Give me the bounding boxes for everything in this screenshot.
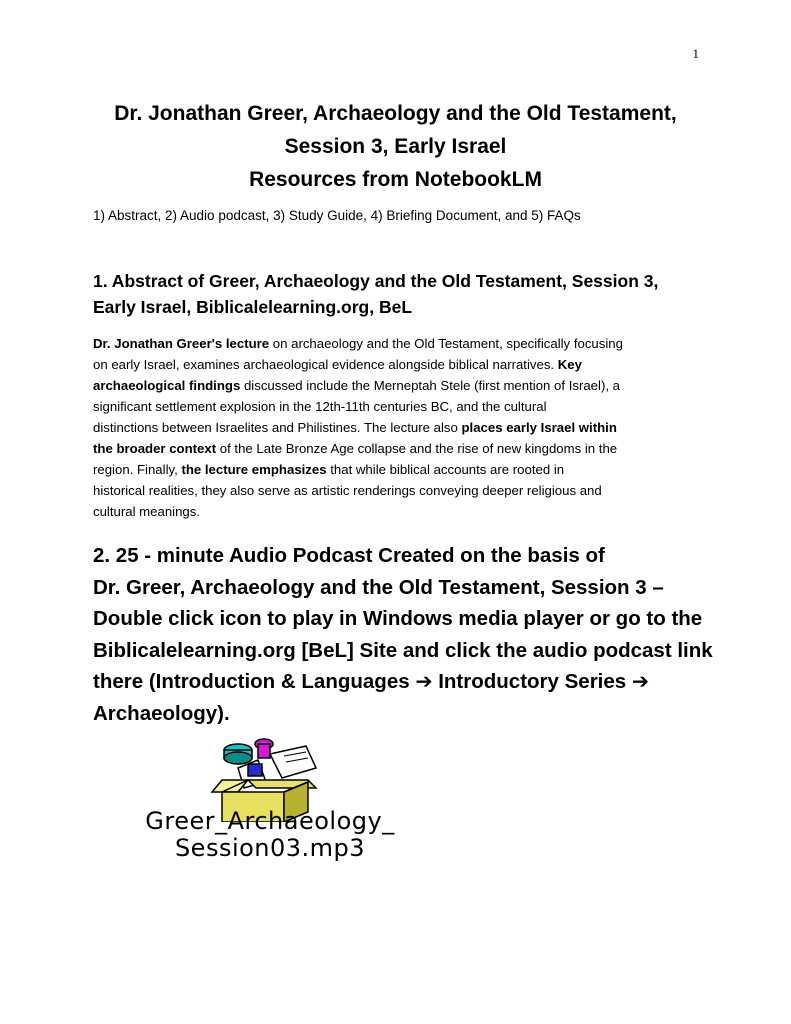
abstract-line	[93, 459, 703, 480]
podcast-heading-line-5	[93, 666, 713, 698]
podcast-heading-line-2: Dr. Greer, Archaeology and the Old Testament, Session 3 –	[93, 575, 664, 599]
text-run: there (Introduction & Languages	[93, 670, 416, 693]
abstract-line	[93, 438, 703, 459]
text-run: Introductory Series	[432, 670, 632, 693]
file-name-line-2: Session03.mp3	[174, 834, 366, 862]
abstract-line	[93, 396, 703, 417]
title-line-3: Resources from NotebookLM	[249, 168, 542, 191]
resources-list: 1) Abstract, 2) Audio podcast, 3) Study Guide, 4) Briefing Document, and 5) FAQs	[93, 208, 581, 223]
file-name-line-1: Greer_Archaeology_	[145, 807, 395, 835]
abstract-paragraph	[93, 333, 703, 522]
arrow-right-icon: ➔	[415, 669, 433, 693]
bold-phrase: archaeological findings	[93, 378, 241, 393]
text-run: significant settlement explosion in the 12th-11th centuries BC, and the cultural	[93, 399, 547, 414]
arrow-right-icon: ➔	[631, 669, 650, 693]
text-run: on early Israel, examines archaeological evidence alongside biblical narratives.	[93, 357, 558, 372]
abstract-line	[93, 501, 703, 522]
abstract-line	[93, 417, 703, 438]
abstract-heading-line-1: 1. Abstract of Greer, Archaeology and the Old Testament, Session 3,	[93, 271, 659, 291]
abstract-line	[93, 354, 703, 375]
abstract-heading-line-2: Early Israel, Biblicalelearning.org, BeL	[93, 297, 413, 317]
bold-phrase: Key	[557, 357, 582, 372]
abstract-line	[93, 333, 703, 354]
abstract-heading	[93, 268, 703, 320]
text-run: cultural meanings.	[93, 504, 201, 519]
audio-file-label[interactable]	[60, 808, 480, 862]
title-line-2: Session 3, Early Israel	[284, 135, 507, 158]
document-title	[60, 97, 731, 196]
bold-phrase: places early Israel within	[461, 420, 617, 435]
podcast-heading-line-1: 2. 25 - minute Audio Podcast Created on the basis of	[93, 544, 605, 567]
abstract-line	[93, 375, 703, 396]
text-run: on archaeology and the Old Testament, specifically focusing	[269, 336, 623, 351]
page-number: 1	[692, 46, 699, 61]
text-run: region. Finally,	[93, 462, 182, 477]
podcast-heading	[93, 540, 713, 729]
abstract-line	[93, 480, 703, 501]
text-run: discussed include the Merneptah Stele (first mention of Israel), a	[240, 378, 620, 393]
bold-phrase: the broader context	[93, 441, 217, 456]
podcast-heading-line-4: Biblicalelearning.org [BeL] Site and click the audio podcast link	[93, 638, 713, 662]
text-run: of the Late Bronze Age collapse and the rise of new kingdoms in the	[216, 441, 618, 456]
text-run: historical realities, they also serve as artistic renderings conveying deeper religious and	[93, 483, 602, 498]
podcast-heading-line-6: Archaeology).	[93, 701, 230, 725]
bold-phrase: the lecture emphasizes	[181, 462, 327, 477]
text-run: that while biblical accounts are rooted in	[326, 462, 565, 477]
text-run: distinctions between Israelites and Philistines. The lecture also	[93, 420, 462, 435]
title-line-1: Dr. Jonathan Greer, Archaeology and the Old Testament,	[114, 102, 677, 125]
bold-phrase: Dr. Jonathan Greer's lecture	[93, 336, 270, 351]
podcast-heading-line-3: Double click icon to play in Windows media player or go to the	[93, 607, 703, 630]
